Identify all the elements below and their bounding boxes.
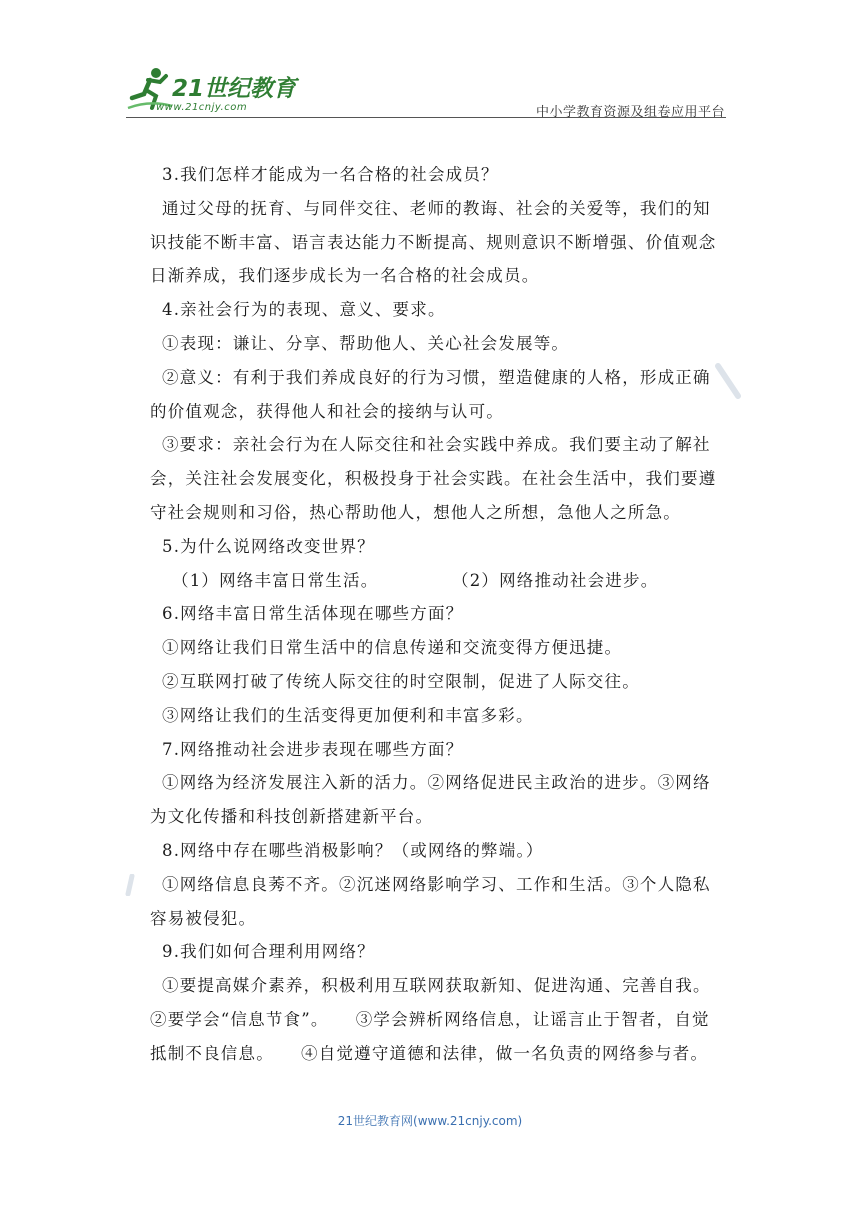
answer-4-1: ①表现：谦让、分享、帮助他人、关心社会发展等。: [162, 333, 570, 353]
corner-bracket-left-icon: [124, 874, 136, 896]
platform-tagline: 中小学教育资源及组卷应用平台: [535, 105, 725, 120]
answer-4-2: ②意义：有利于我们养成良好的行为习惯，塑造健康的人格，形成正确的价值观念，获得他人和社会的接纳与认可。: [150, 367, 711, 421]
page-header: [0, 0, 860, 125]
logo-url: www.21cnjy.com: [156, 102, 248, 113]
question-6: 6.网络丰富日常生活体现在哪些方面？: [162, 604, 464, 624]
question-7: 7.网络推动社会进步表现在哪些方面？: [162, 739, 464, 759]
answer-7: ①网络为经济发展注入新的活力。②网络促进民主政治的进步。③网络为文化传播和科技创新搭建新平台。: [150, 773, 711, 827]
answer-5-1: （1）网络丰富日常生活。: [172, 570, 379, 590]
answer-8: ①网络信息良莠不齐。②沉迷网络影响学习、工作和生活。③个人隐私容易被侵犯。: [150, 874, 711, 928]
site-logo[interactable]: [126, 66, 296, 118]
question-4: 4.亲社会行为的表现、意义、要求。: [162, 300, 446, 320]
logo-text: 21世纪教育: [172, 76, 297, 102]
question-3: 3.我们怎样才能成为一名合格的社会成员？: [162, 165, 499, 184]
answer-6-1: ①网络让我们日常生活中的信息传递和交流变得方便迅捷。: [162, 638, 623, 658]
footer-link[interactable]: 21世纪教育网(www.21cnjy.com): [337, 1114, 523, 1128]
corner-bracket-right-icon: [714, 362, 744, 402]
header-divider: [126, 117, 726, 118]
answer-5-2: （2）网络推动社会进步。: [452, 570, 659, 590]
question-9: 9.我们如何合理利用网络？: [162, 942, 375, 962]
answer-5-row: [150, 564, 720, 598]
answer-3: 通过父母的抚育、与同伴交往、老师的教诲、社会的关爱等，我们的知识技能不断丰富、语言表达能力不断提高、规则意识不断增强、价值观念日渐养成，我们逐步成长为一名合格的社会成员。: [150, 198, 717, 286]
answer-6-2: ②互联网打破了传统人际交往的时空限制，促进了人际交往。: [162, 671, 640, 691]
question-8: 8.网络中存在哪些消极影响？（或网络的弊端。）: [162, 840, 544, 860]
answer-4-3: ③要求：亲社会行为在人际交往和社会实践中养成。我们要主动了解社会，关注社会发展变化，积极投身于社会实践。在社会生活中，我们要遵守社会规则和习俗，热心帮助他人，想他人之所想，急他人之所急。: [150, 435, 717, 522]
answer-6-3: ③网络让我们的生活变得更加便利和丰富多彩。: [162, 705, 534, 725]
document-body: [150, 158, 738, 1071]
answer-9: ①要提高媒介素养，积极利用互联网获取新知、促进沟通、完善自我。 ②要学会“信息节食”。 ③学会辨析网络信息，让谣言止于智者，自觉抵制不良信息。 ④自觉遵守道德和法律，做一名负责的网络参与者。: [150, 976, 738, 1063]
question-5: 5.为什么说网络改变世界？: [162, 536, 375, 556]
